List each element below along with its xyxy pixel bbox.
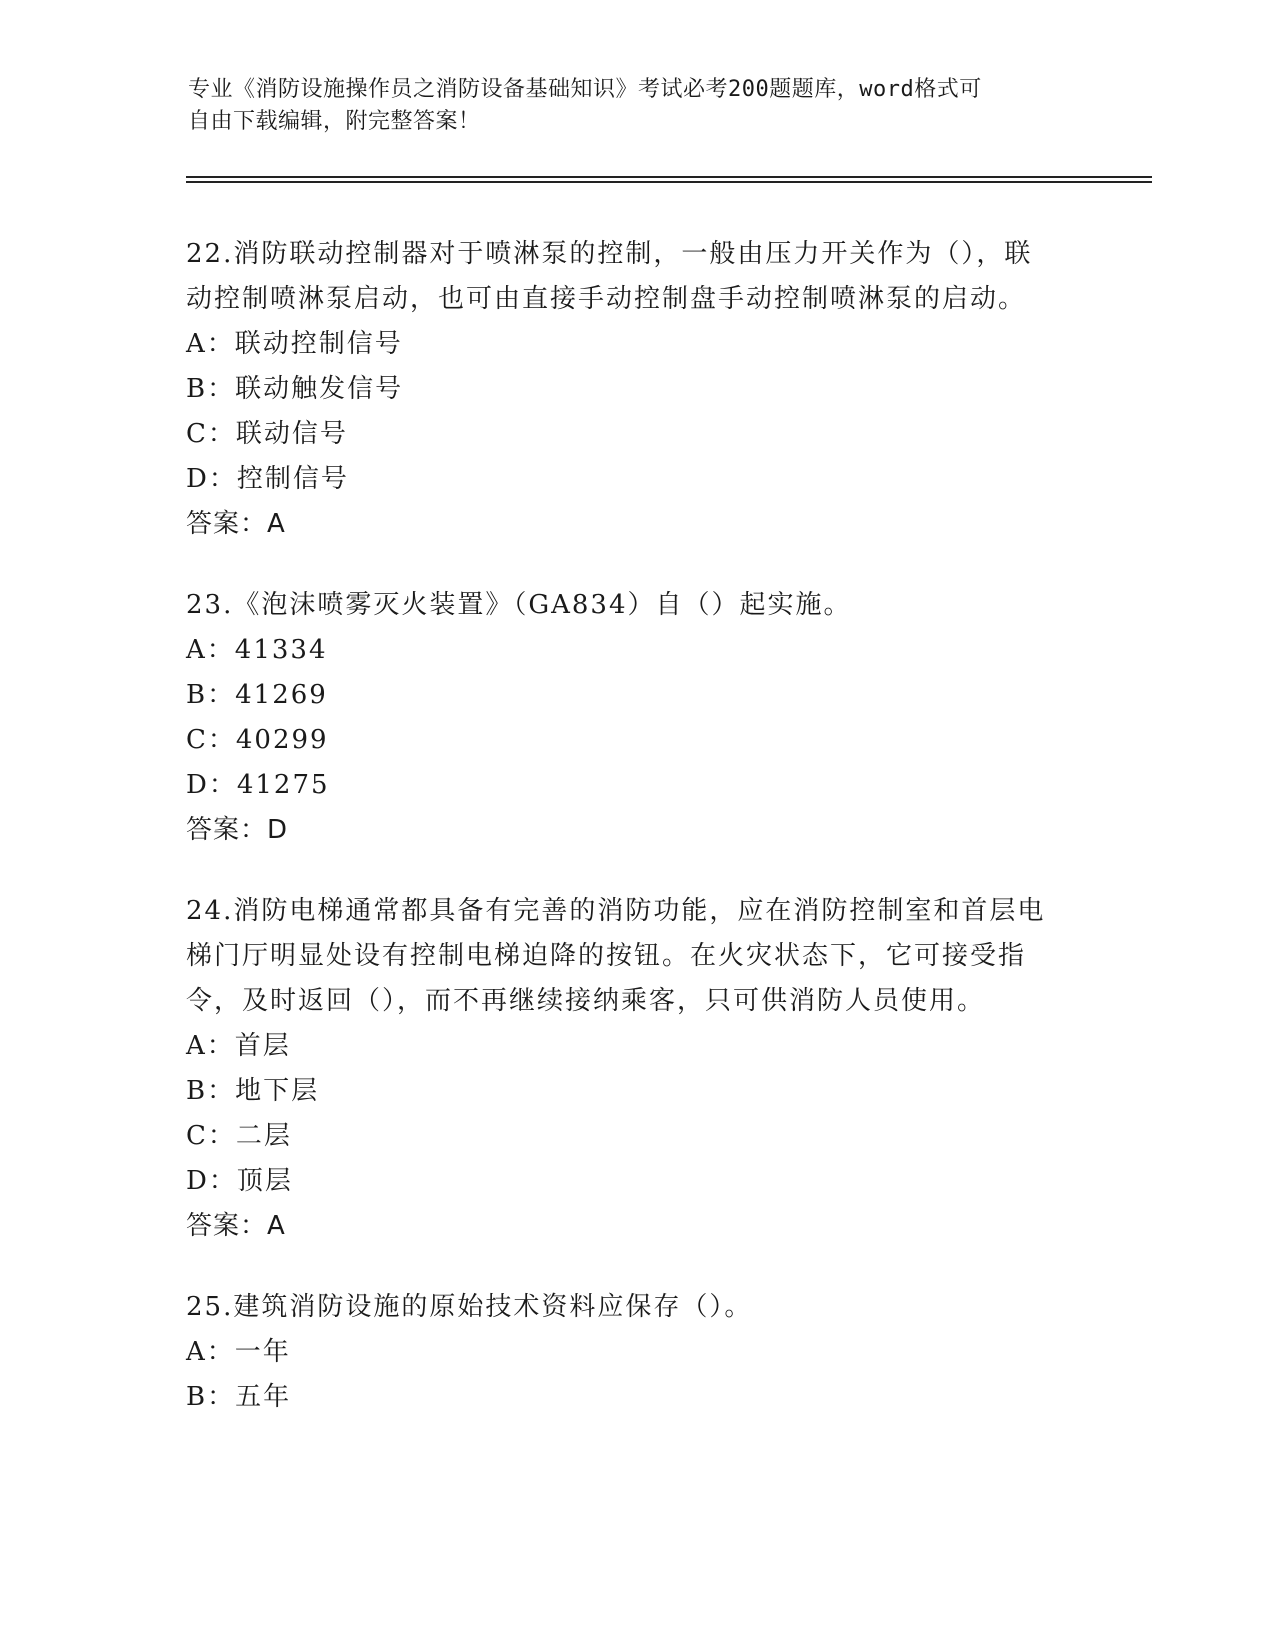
stem-line: 梯门厅明显处设有控制电梯迫降的按钮。在火灾状态下，它可接受指 xyxy=(186,941,1027,971)
option-a: A：联动控制信号 xyxy=(186,329,403,359)
option-b: B：地下层 xyxy=(186,1076,320,1106)
header-divider-bottom xyxy=(186,181,1152,183)
question-23 xyxy=(186,583,1086,853)
stem-line: 22.消防联动控制器对于喷淋泵的控制，一般由压力开关作为（），联 xyxy=(186,239,1033,269)
answer-line: 答案：A xyxy=(186,509,286,539)
question-stem xyxy=(186,583,1086,628)
stem-line: 令，及时返回（），而不再继续接纳乘客，只可供消防人员使用。 xyxy=(186,986,986,1016)
document-header xyxy=(188,74,1088,138)
answer-line: 答案：A xyxy=(186,1211,286,1241)
stem-line: 24.消防电梯通常都具备有完善的消防功能，应在消防控制室和首层电 xyxy=(186,896,1046,926)
header-divider-top xyxy=(186,176,1152,178)
question-stem xyxy=(186,889,1086,1024)
question-25 xyxy=(186,1285,1086,1420)
option-b: B：41269 xyxy=(186,680,328,710)
option-c: C：二层 xyxy=(186,1121,292,1151)
stem-line: 动控制喷淋泵启动，也可由直接手动控制盘手动控制喷淋泵的启动。 xyxy=(186,284,1027,314)
option-d: D：顶层 xyxy=(186,1166,293,1196)
question-stem xyxy=(186,232,1086,322)
option-b: B：五年 xyxy=(186,1382,292,1412)
question-22 xyxy=(186,232,1086,547)
option-a: A：41334 xyxy=(186,635,328,665)
option-b: B：联动触发信号 xyxy=(186,374,404,404)
question-24 xyxy=(186,889,1086,1249)
question-list xyxy=(186,232,1086,1456)
option-d: D：41275 xyxy=(186,770,330,800)
option-d: D：控制信号 xyxy=(186,464,349,494)
stem-line: 23.《泡沫喷雾灭火装置》（GA834）自（）起实施。 xyxy=(186,590,852,620)
question-stem xyxy=(186,1285,1086,1330)
header-line-1: 专业《消防设施操作员之消防设备基础知识》考试必考200题题库，word格式可 xyxy=(188,77,982,102)
option-a: A：一年 xyxy=(186,1337,291,1367)
option-a: A：首层 xyxy=(186,1031,291,1061)
option-c: C：40299 xyxy=(186,725,329,755)
stem-line: 25.建筑消防设施的原始技术资料应保存（）。 xyxy=(186,1292,753,1322)
header-line-2: 自由下载编辑，附完整答案！ xyxy=(188,109,481,134)
option-c: C：联动信号 xyxy=(186,419,348,449)
answer-line: 答案：D xyxy=(186,815,289,845)
